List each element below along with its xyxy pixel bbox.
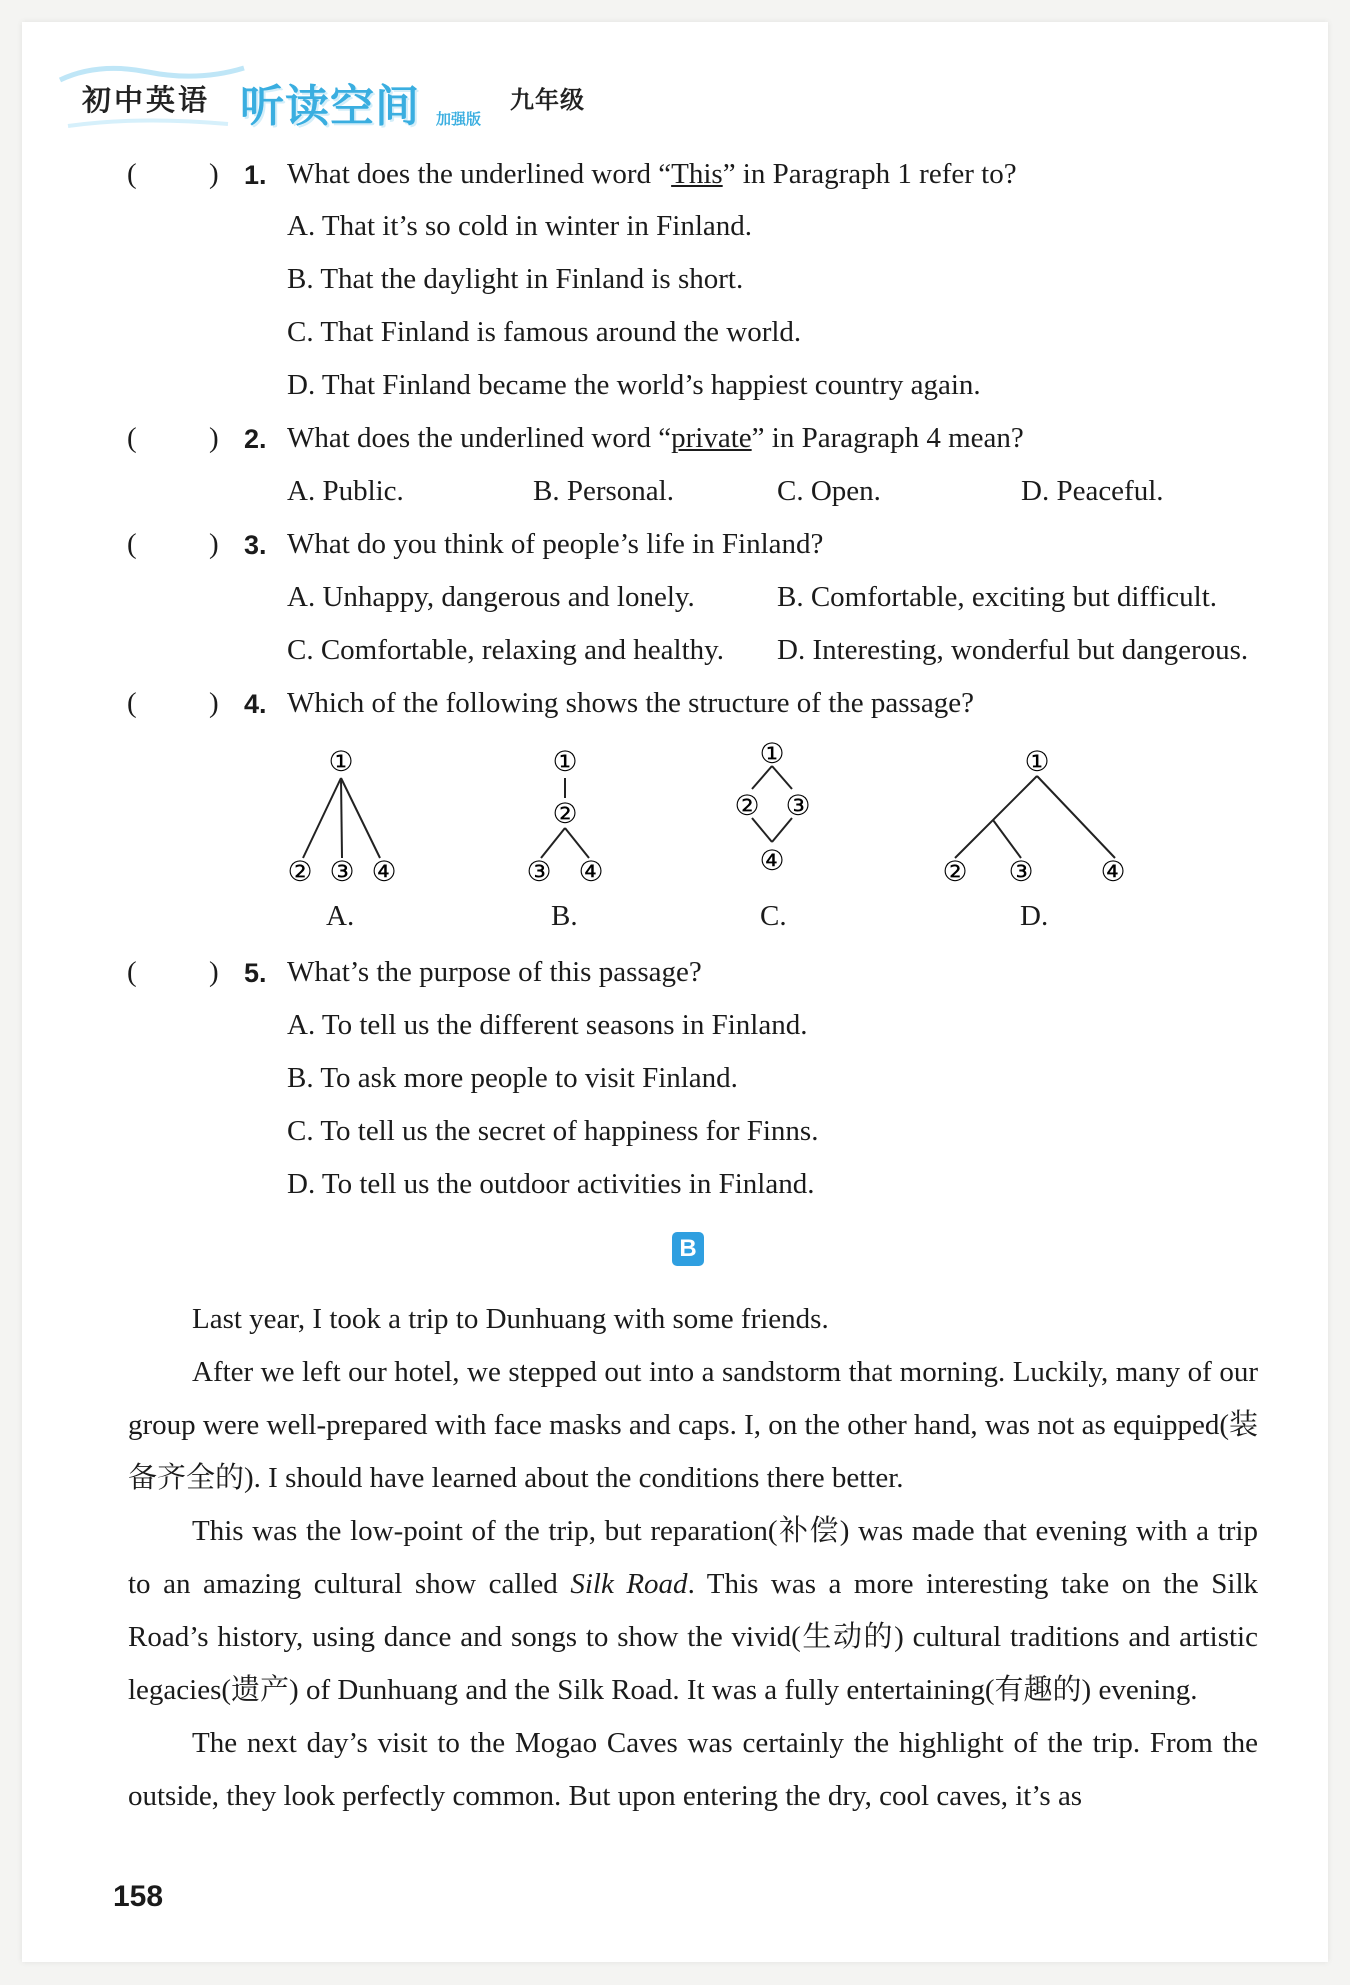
structure-diagram-b <box>505 740 635 890</box>
brand-logo-text: 听读空间 <box>240 81 420 132</box>
option-2b: B. Personal. <box>533 475 674 507</box>
underlined-word: This <box>671 158 723 190</box>
answer-paren-close[interactable]: ) <box>209 422 219 454</box>
edition-label: 加强版 <box>436 110 482 128</box>
structure-diagram-c <box>712 734 842 884</box>
page-number: 158 <box>113 1880 164 1913</box>
page-header <box>58 68 758 132</box>
answer-paren-open[interactable]: ( <box>127 687 137 719</box>
option-5b: B. To ask more people to visit Finland. <box>287 1062 738 1094</box>
option-3a: A. Unhappy, dangerous and lonely. <box>287 581 695 613</box>
option-4a: A. <box>326 900 355 932</box>
answer-paren-close[interactable]: ) <box>209 956 219 988</box>
answer-paren-close[interactable]: ) <box>209 687 219 719</box>
question-stem: What does the underlined word “This” in Paragraph 1 refer to? <box>287 158 1017 190</box>
answer-paren-open[interactable]: ( <box>127 158 137 190</box>
node-label: ① <box>552 745 578 778</box>
node-label: ① <box>1024 745 1050 778</box>
option-2d: D. Peaceful. <box>1021 475 1164 507</box>
passage-paragraph: After we left our hotel, we stepped out into a sandstorm that morning. Luckily, many of our group were well-prepared with face masks and caps. I, on the other hand, was not as equipped(装备齐全的). I should have learned about the conditions there better. <box>128 1356 1258 1494</box>
book-title: 初中英语 <box>82 83 211 117</box>
passage-text: . This was a more interesting take on the Silk Road’s history, using dance and songs to show the vivid(生动的) cultural traditions and artistic legacies(遗产) of Dunhuang and the Silk Road. It was a fully entertaining(有趣的) evening. <box>128 1568 1259 1706</box>
structure-diagram-a <box>280 740 410 890</box>
option-4d: D. <box>1020 900 1049 932</box>
option-1d: D. That Finland became the world’s happiest country again. <box>287 369 981 401</box>
question-stem: What do you think of people’s life in Finland? <box>287 528 824 560</box>
option-2c: C. Open. <box>777 475 881 507</box>
question-stem: What’s the purpose of this passage? <box>287 956 702 988</box>
option-3d: D. Interesting, wonderful but dangerous. <box>777 634 1249 666</box>
passage-paragraph <box>128 1505 1258 1717</box>
node-label: ④ <box>371 855 397 888</box>
reading-passage <box>128 1293 1258 1823</box>
node-label: ④ <box>578 855 604 888</box>
option-5a: A. To tell us the different seasons in Finland. <box>287 1009 808 1041</box>
passage-text: This was the low-point of the trip, but reparation(补偿) was made that evening with a trip to an amazing cultural show called <box>128 1515 1258 1600</box>
node-label: ③ <box>526 855 552 888</box>
question-stem: What does the underlined word “private” in Paragraph 4 mean? <box>287 422 1024 454</box>
question-number: 2. <box>244 424 267 454</box>
passage-paragraph: Last year, I took a trip to Dunhuang with some friends. <box>192 1303 829 1335</box>
question-number: 4. <box>244 689 267 719</box>
option-5d: D. To tell us the outdoor activities in Finland. <box>287 1168 815 1200</box>
option-1b: B. That the daylight in Finland is short. <box>287 263 744 295</box>
answer-paren-open[interactable]: ( <box>127 422 137 454</box>
grade-label: 九年级 <box>510 86 585 114</box>
question-number: 5. <box>244 958 267 988</box>
question-number: 1. <box>244 160 267 190</box>
node-label: ④ <box>1100 855 1126 888</box>
option-5c: C. To tell us the secret of happiness for Finns. <box>287 1115 819 1147</box>
question-number: 3. <box>244 530 267 560</box>
show-title: Silk Road <box>570 1568 688 1600</box>
option-2a: A. Public. <box>287 475 404 507</box>
question-stem: Which of the following shows the structure of the passage? <box>287 687 974 719</box>
section-badge: B <box>672 1232 704 1266</box>
answer-paren-close[interactable]: ) <box>209 528 219 560</box>
underlined-word: private <box>671 422 752 454</box>
node-label: ③ <box>785 789 811 822</box>
node-label: ② <box>734 789 760 822</box>
node-label: ③ <box>1008 855 1034 888</box>
option-1c: C. That Finland is famous around the world. <box>287 316 802 348</box>
node-label: ③ <box>329 855 355 888</box>
node-label: ② <box>552 797 578 830</box>
node-label: ① <box>328 745 354 778</box>
option-4b: B. <box>551 900 578 932</box>
node-label: ① <box>759 737 785 770</box>
node-label: ② <box>287 855 313 888</box>
node-label: ④ <box>759 844 785 877</box>
answer-paren-open[interactable]: ( <box>127 956 137 988</box>
answer-paren-close[interactable]: ) <box>209 158 219 190</box>
option-3c: C. Comfortable, relaxing and healthy. <box>287 634 725 666</box>
answer-paren-open[interactable]: ( <box>127 528 137 560</box>
structure-diagram-d <box>935 740 1145 890</box>
option-3b: B. Comfortable, exciting but difficult. <box>777 581 1218 613</box>
node-label: ② <box>942 855 968 888</box>
option-4c: C. <box>760 900 787 932</box>
passage-paragraph: The next day’s visit to the Mogao Caves was certainly the highlight of the trip. From the outside, they look perfectly common. But upon entering the dry, cool caves, it’s as <box>128 1727 1258 1812</box>
option-1a: A. That it’s so cold in winter in Finland. <box>287 210 753 242</box>
